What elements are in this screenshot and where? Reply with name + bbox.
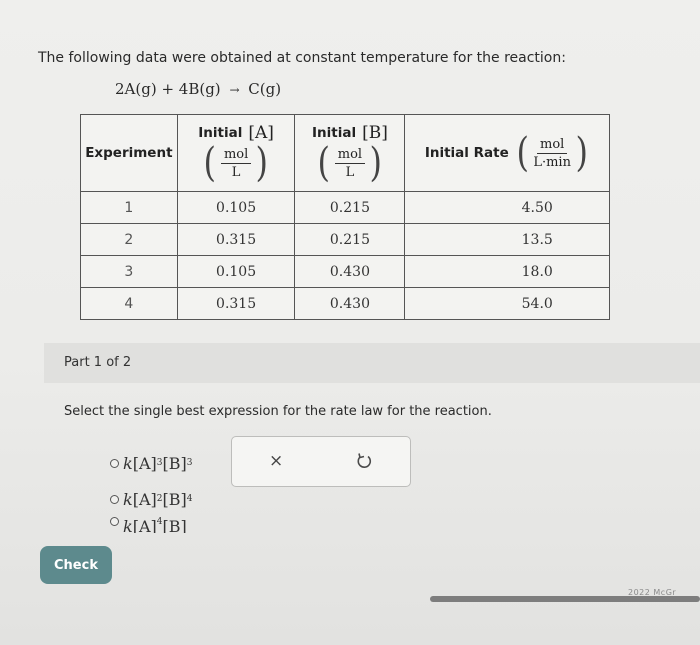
cell-conc-a: 0.105 bbox=[177, 256, 295, 288]
option-3-b: [B] bbox=[162, 517, 187, 533]
question-text: Select the single best expression for the rate law for the reaction. bbox=[64, 404, 492, 419]
part-header-bar bbox=[44, 343, 700, 383]
option-1-a-exp: 3 bbox=[156, 458, 163, 468]
option-2-radio[interactable] bbox=[110, 495, 119, 504]
cell-conc-a: 0.315 bbox=[177, 288, 295, 320]
conc-b-unit: ( $\frac{\text{mol}}{L}$ ) bbox=[317, 140, 383, 186]
cell-rate: 4.50 bbox=[405, 192, 610, 224]
option-3-k: k bbox=[123, 517, 133, 533]
option-2-b: [B] bbox=[162, 489, 187, 509]
cell-experiment: 2 bbox=[81, 224, 178, 256]
rate-unit-den: L·min bbox=[533, 154, 571, 170]
header-rate-label: Initial Rate bbox=[424, 145, 509, 161]
option-3[interactable] bbox=[110, 517, 192, 533]
option-2-k: k bbox=[123, 489, 133, 509]
reaction-equation bbox=[115, 80, 281, 98]
equation-products: C(g) bbox=[248, 80, 282, 98]
conc-b-unit-num: mol bbox=[335, 147, 365, 164]
clear-button[interactable]: × bbox=[269, 451, 284, 471]
option-1-b: [B] bbox=[162, 453, 187, 473]
conc-b-unit-den: L bbox=[345, 164, 355, 180]
conc-a-unit-den: L bbox=[231, 164, 241, 180]
cell-conc-b: 0.430 bbox=[295, 256, 405, 288]
conc-a-unit-num: mol bbox=[221, 147, 251, 164]
table-header-row bbox=[81, 115, 610, 192]
option-2-b-exp: 4 bbox=[186, 494, 193, 504]
table-row bbox=[81, 224, 610, 256]
conc-a-unit: ( $\frac{\text{mol}}{L}$ ) bbox=[203, 140, 269, 186]
equation-arrow: → bbox=[229, 83, 240, 97]
cell-conc-a: 0.315 bbox=[177, 224, 295, 256]
option-2-a-exp: 2 bbox=[156, 494, 163, 504]
header-conc-b-label: Initial bbox=[312, 125, 357, 141]
header-conc-a-species: [A] bbox=[248, 123, 274, 143]
table-row bbox=[81, 256, 610, 288]
check-button[interactable]: Check bbox=[40, 546, 112, 584]
data-table bbox=[80, 114, 610, 320]
option-2[interactable] bbox=[110, 481, 192, 517]
answer-tools-box bbox=[231, 436, 411, 487]
cell-experiment: 1 bbox=[81, 192, 178, 224]
copyright-footnote: 2022 McGr bbox=[628, 588, 677, 597]
option-1[interactable] bbox=[110, 445, 192, 481]
option-3-a-exp: 4 bbox=[156, 517, 163, 527]
header-experiment: Experiment bbox=[81, 115, 178, 192]
cell-conc-b: 0.215 bbox=[295, 192, 405, 224]
problem-intro: The following data were obtained at constant temperature for the reaction: bbox=[38, 50, 566, 66]
option-1-k: k bbox=[123, 453, 133, 473]
option-2-a: [A] bbox=[132, 489, 157, 509]
header-conc-b-species: [B] bbox=[362, 123, 388, 143]
cell-conc-b: 0.215 bbox=[295, 224, 405, 256]
undo-icon[interactable] bbox=[354, 451, 374, 471]
table-row bbox=[81, 192, 610, 224]
header-conc-a bbox=[177, 115, 295, 192]
part-label: Part 1 of 2 bbox=[64, 355, 132, 370]
option-1-radio[interactable] bbox=[110, 459, 119, 468]
equation-reactants: 2A(g) + 4B(g) bbox=[115, 80, 221, 98]
cell-rate: 13.5 bbox=[405, 224, 610, 256]
header-rate bbox=[405, 115, 610, 192]
option-1-a: [A] bbox=[132, 453, 157, 473]
option-3-radio[interactable] bbox=[110, 517, 119, 526]
option-3-a: [A] bbox=[132, 517, 157, 533]
header-conc-b bbox=[295, 115, 405, 192]
header-conc-a-label: Initial bbox=[198, 125, 243, 141]
cell-experiment: 4 bbox=[81, 288, 178, 320]
rate-unit-num: mol bbox=[537, 137, 567, 154]
rate-unit: ( $\frac{\text{mol}}{L\cdot\min}$ ) bbox=[516, 130, 589, 176]
cell-conc-a: 0.105 bbox=[177, 192, 295, 224]
cell-rate: 18.0 bbox=[405, 256, 610, 288]
cell-experiment: 3 bbox=[81, 256, 178, 288]
cell-conc-b: 0.430 bbox=[295, 288, 405, 320]
table-row bbox=[81, 288, 610, 320]
option-1-b-exp: 3 bbox=[186, 458, 193, 468]
answer-options bbox=[110, 445, 192, 533]
cell-rate: 54.0 bbox=[405, 288, 610, 320]
